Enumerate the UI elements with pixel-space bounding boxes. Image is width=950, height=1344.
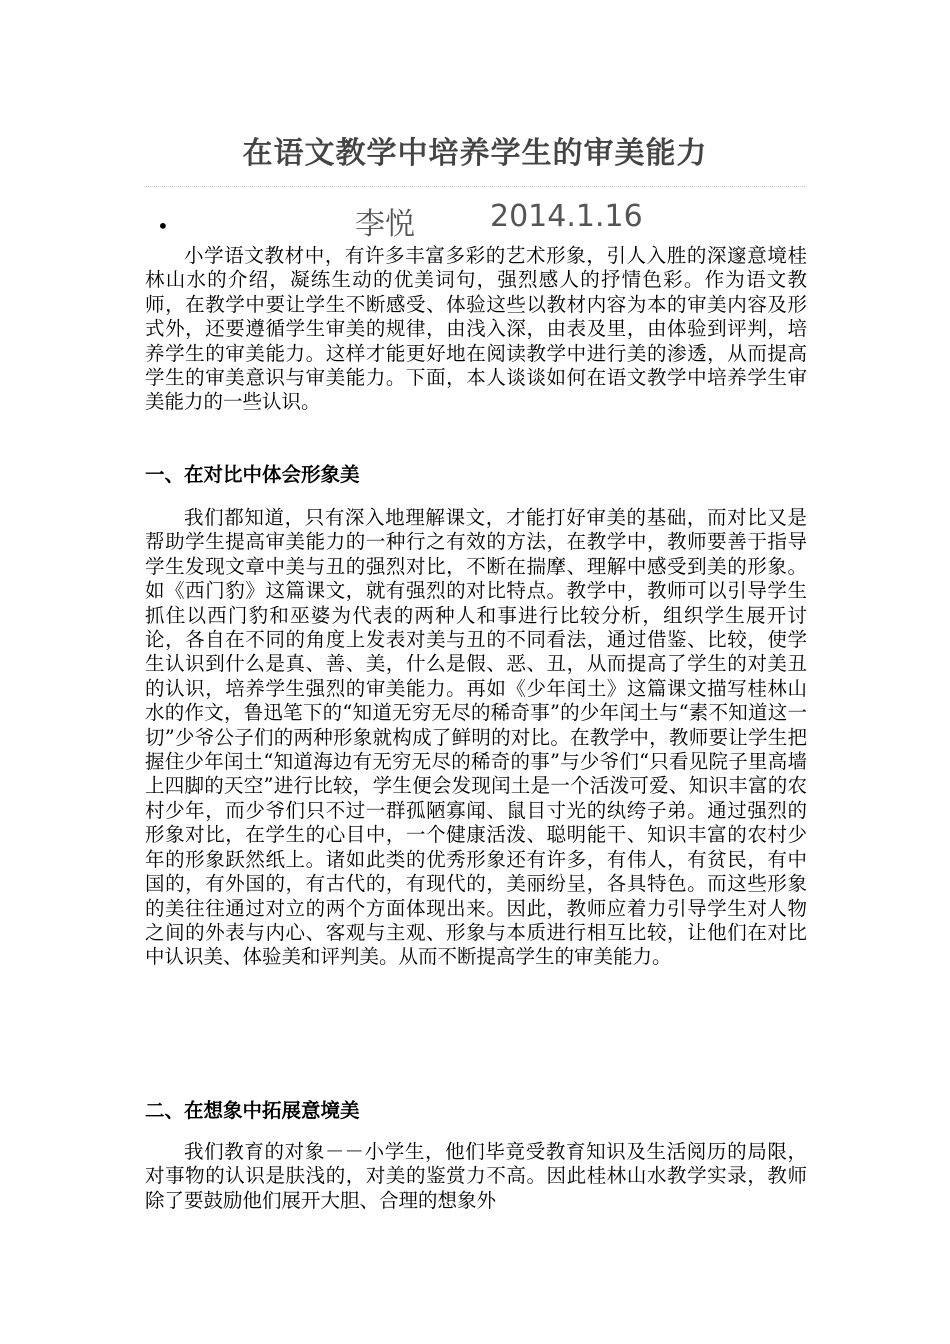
- author-name: 李悦: [355, 207, 415, 242]
- section-heading-1: 一、在对比中体会形象美: [145, 463, 360, 486]
- document-title: 在语文教学中培养学生的审美能力: [242, 136, 708, 171]
- intro-paragraph: 小学语文教材中，有许多丰富多彩的艺术形象，引人入胜的深邃意境桂林山水的介绍，凝练生动的优美词句，强烈感人的抒情色彩。作为语文教师，在教学中要让学生不断感受、体验这些以教材内容为本的审美内容及形式外，还要遵循学生审美的规律，由浅入深，由表及里，由体验到评判，培养学生的审美能力。这样才能更好地在阅读教学中进行美的渗透，从而提高学生的审美意识与审美能力。下面，本人谈谈如何在语文教学中培养学生审美能力的一些认识。: [145, 244, 807, 414]
- publish-date: 2014.1.16: [490, 199, 643, 234]
- section-1-paragraph: 我们都知道，只有深入地理解课文，才能打好审美的基础，而对比又是帮助学生提高审美能力的一种行之有效的方法，在教学中，教师要善于指导学生发现文章中美与丑的强烈对比，不断在揣摩、理解中感受到美的形象。如《西门豹》这篇课文，就有强烈的对比特点。教学中，教师可以引导学生抓住以西门豹和巫婆为代表的两种人和事进行比较分析，组织学生展开讨论，各自在不同的角度上发表对美与丑的不同看法，通过借鉴、比较，使学生认识到什么是真、善、美，什么是假、恶、丑，从而提高了学生的对美丑的认识，培养学生强烈的审美能力。再如《少年闰土》这篇课文描写桂林山水的作文，鲁迅笔下的“知道无穷无尽的稀奇事”的少年闰土与“素不知道这一切”少爷公子们的两种形象就构成了鲜明的对比。在教学中，教师要让学生把握住少年闰土“知道海边有无穷无尽的稀奇的事”与少爷们“只看见院子里高墙上四脚的天空”进行比较，学生便会发现闰土是一个活泼可爱、知识丰富的农村少年，而少爷们只不过一群孤陋寡闻、鼠目寸光的纨绔子弟。通过强烈的形象对比，在学生的心目中，一个健康活泼、聪明能干、知识丰富的农村少年的形象跃然纸上。诸如此类的优秀形象还有许多，有伟人，有贫民，有中国的，有外国的，有古代的，有现代的，美丽纷呈，各具特色。而这些形象的美往往通过对立的两个方面体现出来。因此，教师应着力引导学生对人物之间的外表与内心、客观与主观、形象与本质进行相互比较，让他们在对比中认识美、体验美和评判美。从而不断提高学生的审美能力。: [145, 506, 807, 969]
- section-heading-2: 二、在想象中拓展意境美: [145, 1099, 360, 1122]
- title-divider: [145, 186, 805, 187]
- section-2-paragraph: 我们教育的对象－－小学生，他们毕竟受教育知识及生活阅历的局限，对事物的认识是肤浅的，对美的鉴赏力不高。因此桂林山水教学实录，教师除了要鼓励他们展开大胆、合理的想象外: [145, 1140, 807, 1212]
- bullet-marker: •: [157, 214, 169, 238]
